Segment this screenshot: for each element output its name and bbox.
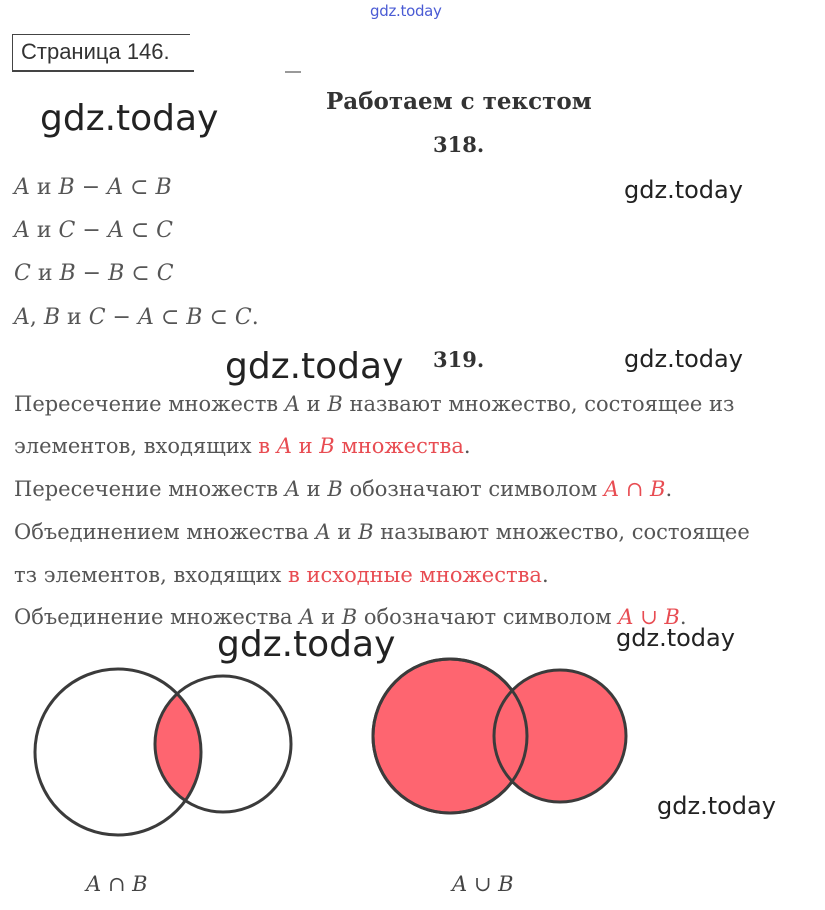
math-line-1: A и B − A ⊂ B <box>14 175 172 200</box>
watermark: gdz.today <box>225 346 404 387</box>
intersection-caption: A ∩ B <box>86 872 148 896</box>
task-number-319: 319. <box>433 347 485 372</box>
text-line-5: тз элементов, входящих в исходные множества. <box>14 563 549 587</box>
divider-dash <box>285 71 301 73</box>
task-number-318: 318. <box>433 132 485 157</box>
watermark-top: gdz.today <box>370 2 442 20</box>
watermark: gdz.today <box>217 624 396 665</box>
section-title: Работаем с текстом <box>326 88 592 115</box>
math-line-3: C и B − B ⊂ C <box>14 261 174 286</box>
venn-diagrams <box>0 640 825 860</box>
watermark: gdz.today <box>616 624 735 652</box>
text-line-6: Объединение множества A и B обозначают символом A ∪ B. <box>14 605 687 629</box>
text-line-1: Пересечение множеств A и B назвают множество, состоящее из <box>14 392 735 416</box>
watermark: gdz.today <box>657 792 776 820</box>
page-label-underline <box>12 70 194 72</box>
venn-union <box>373 659 626 813</box>
watermark: gdz.today <box>624 345 743 373</box>
union-set-b-circle <box>494 670 626 802</box>
math-line-2: A и C − A ⊂ C <box>14 218 173 243</box>
union-caption: A ∪ B <box>452 872 514 896</box>
text-line-2: элементов, входящих в A и B множества. <box>14 434 471 458</box>
text-line-4: Объединением множества A и B называют множество, состоящее <box>14 520 750 544</box>
watermark: gdz.today <box>40 98 219 139</box>
text-line-3: Пересечение множеств A и B обозначают символом A ∩ B. <box>14 477 673 501</box>
page-label: Страница 146. <box>12 34 190 70</box>
venn-intersection <box>35 669 291 835</box>
math-line-4: A, B и C − A ⊂ B ⊂ C. <box>14 305 259 330</box>
watermark: gdz.today <box>624 176 743 204</box>
